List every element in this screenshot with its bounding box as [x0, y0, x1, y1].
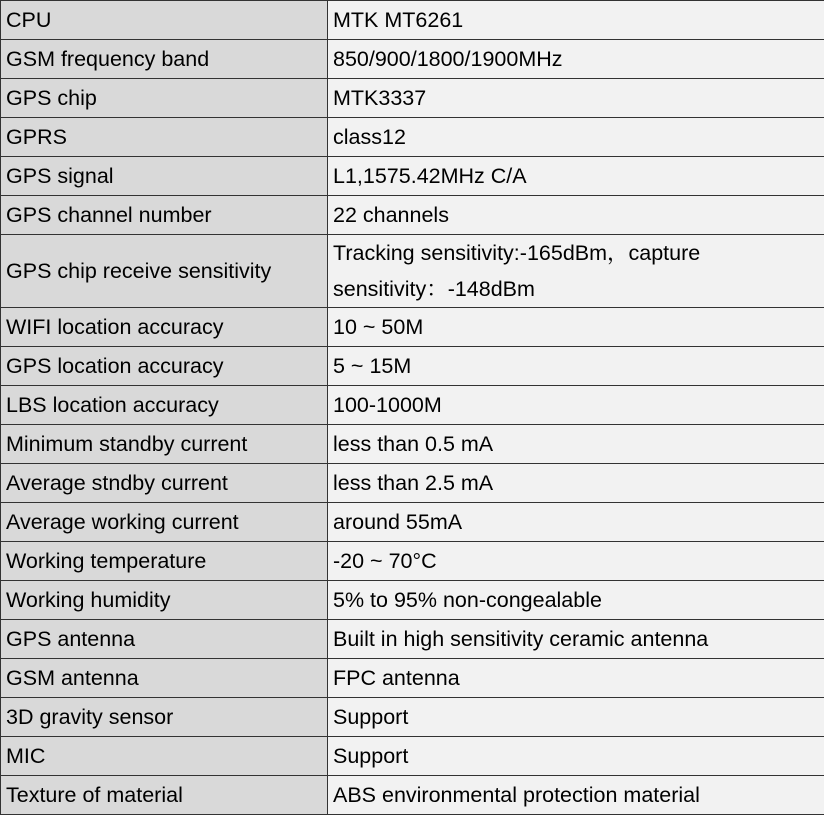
spec-table-body: [1, 1, 824, 815]
spec-value: around 55mA: [328, 503, 824, 542]
spec-label: GPRS: [1, 118, 328, 157]
spec-value: Support: [328, 698, 824, 737]
spec-label: WIFI location accuracy: [1, 308, 328, 347]
spec-label: CPU: [1, 1, 328, 40]
spec-value: Tracking sensitivity:-165dBm，capture sensitivity：-148dBm: [328, 235, 824, 308]
spec-value: -20 ~ 70°C: [328, 542, 824, 581]
spec-value: 5 ~ 15M: [328, 347, 824, 386]
spec-value: 100-1000M: [328, 386, 824, 425]
table-row: [1, 581, 824, 620]
spec-label: Average working current: [1, 503, 328, 542]
table-row: [1, 698, 824, 737]
spec-value: MTK MT6261: [328, 1, 824, 40]
spec-value: Support: [328, 737, 824, 776]
spec-value: less than 0.5 mA: [328, 425, 824, 464]
spec-label: LBS location accuracy: [1, 386, 328, 425]
table-row: [1, 157, 824, 196]
spec-label: Minimum standby current: [1, 425, 328, 464]
spec-label: GPS chip: [1, 79, 328, 118]
table-row: [1, 235, 824, 308]
spec-value: FPC antenna: [328, 659, 824, 698]
table-row: [1, 386, 824, 425]
spec-label: GSM antenna: [1, 659, 328, 698]
spec-label: GPS channel number: [1, 196, 328, 235]
spec-value: 850/900/1800/1900MHz: [328, 40, 824, 79]
spec-value: less than 2.5 mA: [328, 464, 824, 503]
spec-value: 5% to 95% non-congealable: [328, 581, 824, 620]
spec-label: Texture of material: [1, 776, 328, 815]
spec-label: GPS signal: [1, 157, 328, 196]
table-row: [1, 425, 824, 464]
table-row: [1, 542, 824, 581]
spec-value: class12: [328, 118, 824, 157]
table-row: [1, 620, 824, 659]
table-row: [1, 118, 824, 157]
table-row: [1, 196, 824, 235]
table-row: [1, 737, 824, 776]
table-row: [1, 1, 824, 40]
spec-label: GPS location accuracy: [1, 347, 328, 386]
spec-value: L1,1575.42MHz C/A: [328, 157, 824, 196]
spec-label: MIC: [1, 737, 328, 776]
spec-label: Working temperature: [1, 542, 328, 581]
spec-label: GSM frequency band: [1, 40, 328, 79]
table-row: [1, 659, 824, 698]
spec-value: 22 channels: [328, 196, 824, 235]
table-row: [1, 776, 824, 815]
table-row: [1, 40, 824, 79]
table-row: [1, 464, 824, 503]
table-row: [1, 308, 824, 347]
table-row: [1, 79, 824, 118]
spec-label: 3D gravity sensor: [1, 698, 328, 737]
table-row: [1, 347, 824, 386]
table-row: [1, 503, 824, 542]
spec-value: MTK3337: [328, 79, 824, 118]
spec-value: Built in high sensitivity ceramic antenna: [328, 620, 824, 659]
spec-label: GPS chip receive sensitivity: [1, 235, 328, 308]
spec-value: 10 ~ 50M: [328, 308, 824, 347]
spec-value: ABS environmental protection material: [328, 776, 824, 815]
spec-label: Average stndby current: [1, 464, 328, 503]
spec-label: GPS antenna: [1, 620, 328, 659]
spec-label: Working humidity: [1, 581, 328, 620]
